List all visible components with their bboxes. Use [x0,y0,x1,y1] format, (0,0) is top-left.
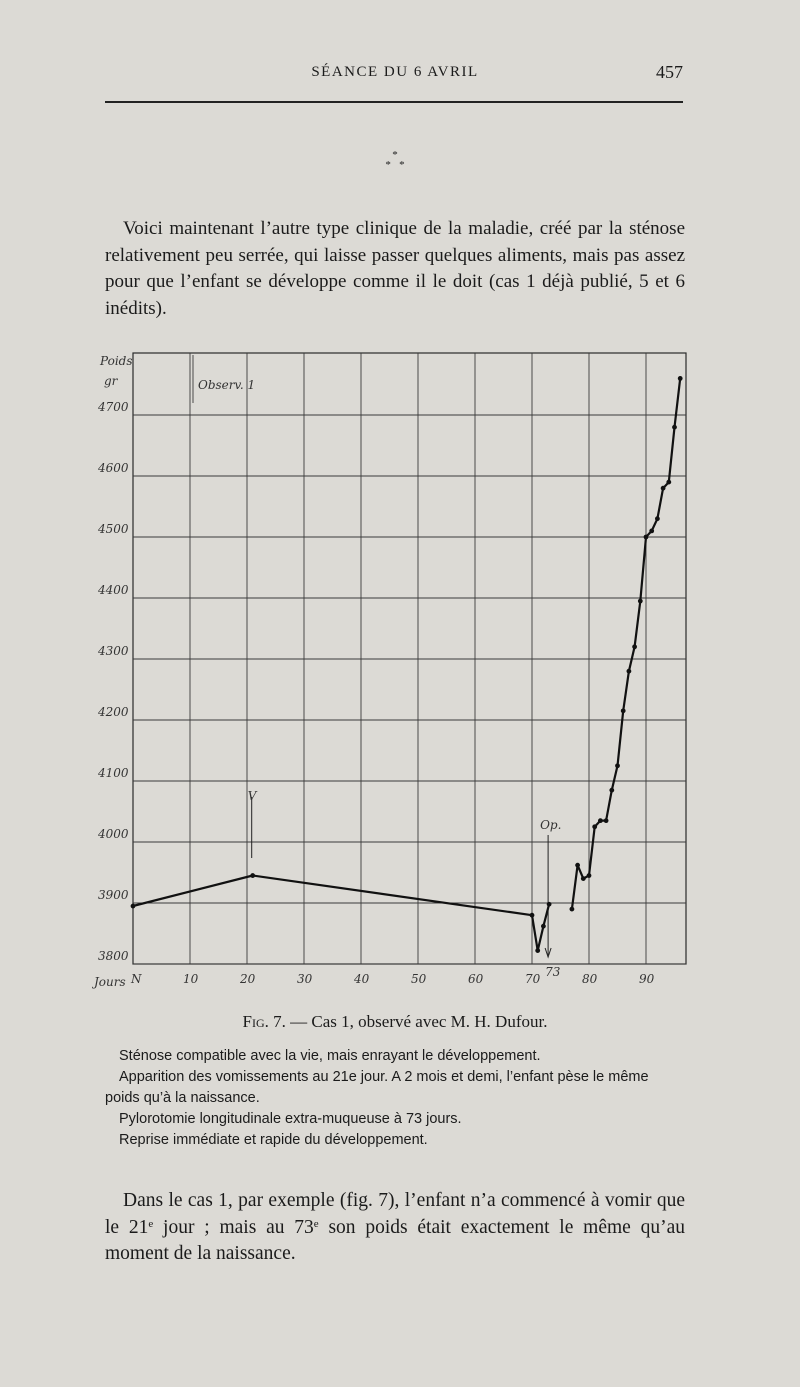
weight-data-point [592,824,597,829]
running-title: SÉANCE DU 6 AVRIL [311,64,479,80]
x-tick-label: 10 [183,972,199,986]
x-origin-label: N [131,972,142,986]
weight-curve-segment [572,378,680,909]
weight-data-point [581,876,586,881]
y-tick-label: 4600 [98,461,129,475]
weight-data-point [598,818,603,823]
weight-data-point [609,788,614,793]
weight-data-point [547,902,552,907]
caption-text: — Cas 1, observé avec M. H. Dufour. [285,1012,548,1031]
x-tick-label: 40 [354,972,370,986]
weight-data-point [535,948,540,953]
y-tick-label: 3900 [98,888,129,902]
closing-text-1: Dans le cas 1, par exemple (fig. 7), l’enfant n’a commencé à vomir que le 21 [105,1190,685,1238]
legend-line: Pylorotomie longitudinale extra-muqueuse à 73 jours. [119,1111,462,1127]
weight-data-point [666,480,671,485]
y-axis-unit: gr [104,374,118,388]
chart-frame [133,353,686,964]
chart-title: Observ. 1 [198,378,256,392]
weight-chart [90,345,700,1005]
header-rule [105,101,683,103]
separator-stars-bottom: * * [385,159,405,171]
chart-data-series [131,376,683,953]
weight-data-point [672,425,677,430]
chart-annotations [193,355,561,957]
weight-data-point [678,376,683,381]
x-tick-label-73: 73 [545,965,561,979]
weight-data-point [649,529,654,534]
weight-data-point [644,535,649,540]
weight-curve-segment [133,876,549,951]
page-header [105,60,685,90]
weight-data-point [604,818,609,823]
y-axis-label: Poids [100,354,133,368]
y-tick-label: 4400 [98,583,129,597]
operation-marker-label: Op. [540,818,562,832]
x-tick-label: 70 [525,972,541,986]
weight-data-point [627,669,632,674]
closing-paragraph [105,1188,685,1268]
y-tick-label: 4700 [98,400,129,414]
closing-text-3: son poids était exactement le même qu’au moment de la naissance. [105,1216,685,1264]
x-tick-label: 90 [639,972,655,986]
weight-data-point [661,486,666,491]
y-tick-label: 4500 [98,522,129,536]
y-tick-label: 4000 [98,827,129,841]
weight-data-point [250,873,255,878]
page-number: 457 [656,62,683,82]
weight-data-point [575,863,580,868]
weight-data-point [541,924,546,929]
vomiting-marker-label: V [247,789,257,803]
legend-line: Apparition des vomissements au 21e jour. A 2 mois et demi, l’enfant pèse le même poids qu’à la naissance. [105,1069,649,1106]
weight-data-point [131,904,136,909]
y-tick-label: 4200 [98,705,129,719]
x-tick-label: 30 [297,972,313,986]
section-separator [370,150,420,170]
intro-paragraph: Voici maintenant l’autre type clinique de la maladie, créé par la sténose relativement peu serrée, qui laisse passer quelques aliments, mais pas assez pour que l’enfant se développe comme il le doit (cas 1 déjà publié, 5 et 6 inédits). [105,218,685,319]
weight-data-point [655,516,660,521]
x-tick-label: 80 [582,972,598,986]
weight-data-point [632,644,637,649]
chart-labels [91,354,655,989]
weight-data-point [621,708,626,713]
y-tick-label: 4300 [98,644,129,658]
weight-data-point [587,873,592,878]
y-tick-label: 3800 [98,949,129,963]
y-tick-label: 4100 [98,766,129,780]
figure-caption [105,1012,685,1032]
figure-legend [105,1046,685,1151]
separator-star-top: * [392,149,398,161]
figure-number: Fig. 7. [242,1012,286,1031]
x-tick-label: 60 [468,972,484,986]
x-tick-label: 20 [240,972,256,986]
weight-data-point [530,913,535,918]
superscript-e: e [148,1217,154,1230]
legend-line: Reprise immédiate et rapide du développement. [119,1132,428,1148]
x-axis-label: Jours [94,975,126,989]
closing-text-2: jour ; mais au 73 [153,1216,314,1238]
weight-data-point [570,907,575,912]
weight-data-point [615,763,620,768]
legend-line: Sténose compatible avec la vie, mais enrayant le développement. [119,1048,541,1064]
weight-data-point [638,599,643,604]
x-tick-label: 50 [411,972,427,986]
chart-grid [133,353,686,964]
superscript-e: e [313,1217,319,1230]
